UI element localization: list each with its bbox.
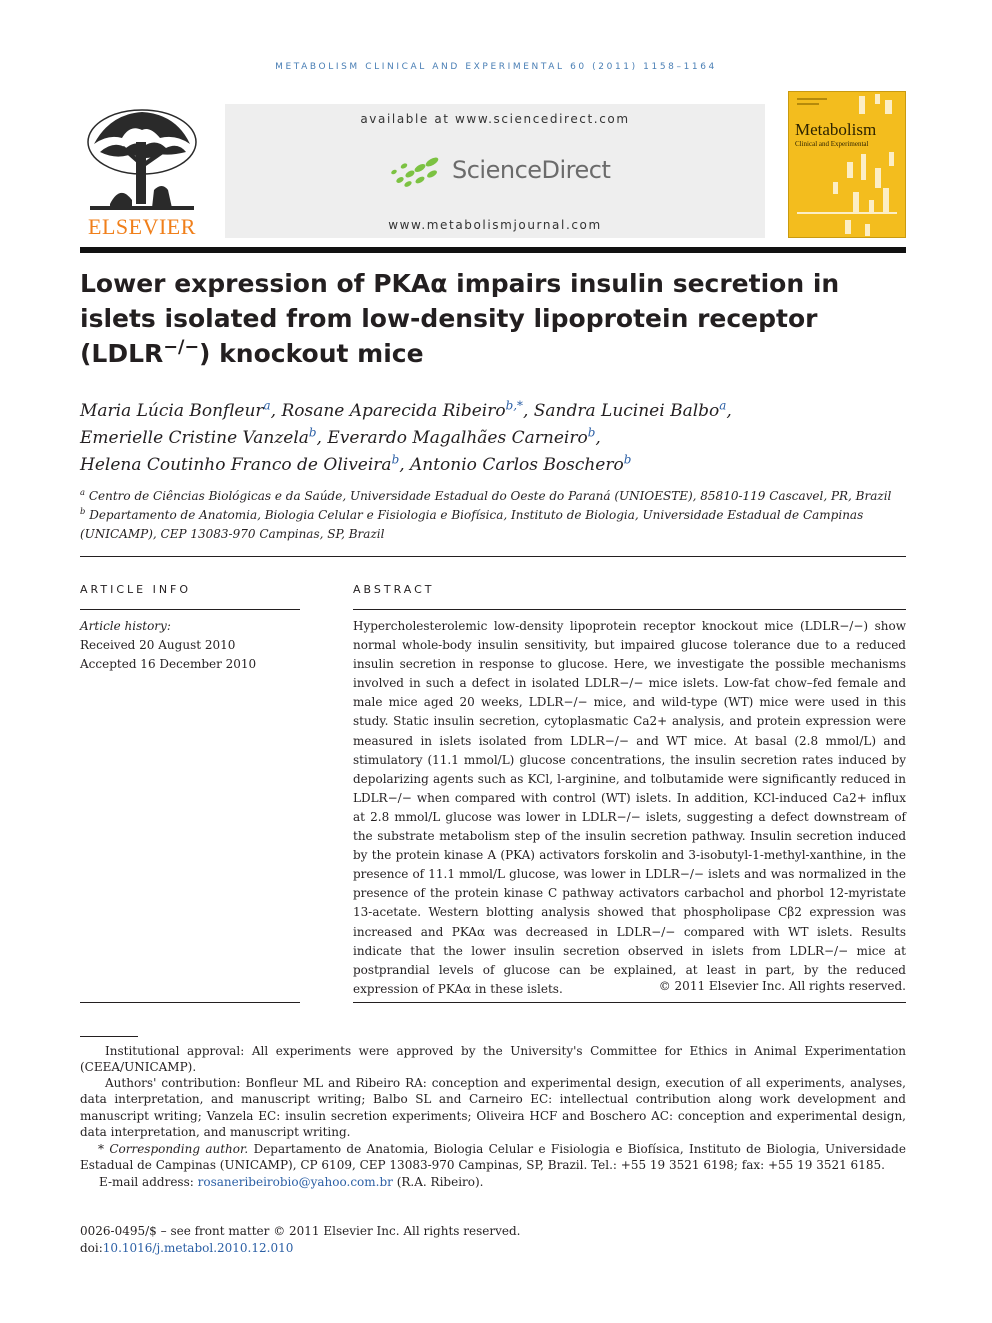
footnote-rule — [80, 1036, 138, 1037]
article-info-rule — [80, 609, 300, 610]
abstract-text: Hypercholesterolemic low-density lipoprotein receptor knockout mice (LDLR−/−) show normal whole-body insulin sensitivity, but impaired glucose tolerance due to a reduced insulin secretion in response to glucose. Here, we investigate the possible mechanisms involved in such a defect in isolated LDLR−/− mice islets. Low-fat chow–fed female and male mice aged 20 weeks, LDLR−/− mice, and wild-type (WT) mice were used in this study. Static insulin secretion, cytoplasmatic Ca2+ analysis, and protein expression were measured in islets isolated from LDLR−/− and WT mice. At basal (2.8 mmol/L) and stimulatory (11.1 mmol/L) glucose concentrations, the insulin secretion rates induced by depolarizing agents such as KCl, l-arginine, and tolbutamide were significantly reduced in LDLR−/− when compared with control (WT) islets. In addition, KCl-induced Ca2+ influx at 2.8 mmol/L glucose was lower in LDLR−/− islets, suggesting a defect downstream of the substrate metabolism step of the insulin secretion pathway. Insulin secretion induced by the protein kinase A (PKA) activators forskolin and 3-isobutyl-1-methyl-xanthine, in the presence of 11.1 mmol/L glucose, was lower in LDLR−/− islets and was normalized in the presence of the protein kinase C pathway activators carbachol and phorbol 12-myristate 13-acetate. Western blotting analysis showed that phospholipase Cβ2 expression was increased and PKAα was decreased in LDLR−/− compared with WT islets. Results indicate that the lower insulin secretion observed in islets from LDLR−/− mice at postprandial levels of glucose can be explained, at least in part, by the reduced expression of PKAα in these islets. — [353, 619, 906, 996]
affiliation-label: b — [80, 506, 86, 516]
abstract-copyright: © 2011 Elsevier Inc. All rights reserved. — [658, 979, 906, 993]
article-info-heading: ARTICLE INFO — [80, 583, 192, 596]
issn-line: 0026-0495/$ – see front matter © 2011 Elsevier Inc. All rights reserved. — [80, 1224, 521, 1238]
received-date: Received 20 August 2010 — [80, 638, 236, 652]
affiliation-text: Centro de Ciências Biológicas e da Saúde, Universidade Estadual do Oeste do Paraná (UNIOESTE), 85810-119 Cascavel, PR, Brazil — [88, 489, 892, 503]
cover-title: Metabolism — [795, 120, 877, 139]
elsevier-tree-icon — [80, 104, 204, 216]
article-title — [80, 266, 906, 371]
affiliation-text: Departamento de Anatomia, Biologia Celular e Fisiologia e Biofísica, Instituto de Biologia, Universidade Estadual de Campinas (UNICAMP), CEP 13083-970 Campinas, SP, Brazil — [80, 508, 864, 541]
abstract-bottom-rule — [353, 1002, 906, 1003]
doi-link[interactable]: 10.1016/j.metabol.2010.12.010 — [102, 1241, 294, 1255]
header-rule — [80, 247, 906, 253]
article-history — [80, 617, 300, 674]
title-text-end: ) knockout mice — [199, 339, 424, 368]
elsevier-logo[interactable] — [80, 104, 204, 240]
affiliation-b — [80, 506, 906, 544]
sciencedirect-logo[interactable] — [390, 150, 610, 190]
footnote-contribution: Authors' contribution: Bonfleur ML and Ribeiro RA: conception and experimental design, execution of all experiments, analyses, data interpretation, and manuscript writing; Balbo SL and Carneiro EC: intellectual contribution along work development and manuscript writing; Vanzela EC: insulin secretion experiments; Oliveira HCF and Boschero AC: conception and experimental design, data interpretation, and manuscript writing. — [80, 1076, 906, 1139]
author[interactable]: Everardo Magalhães Carneiro$^b$, — [327, 425, 601, 448]
affiliation-a — [80, 487, 906, 506]
article-info-bottom-rule — [80, 1002, 300, 1003]
author-list — [80, 398, 906, 479]
available-at-text[interactable]: available at www.sciencedirect.com — [360, 112, 630, 126]
doi-line: doi:10.1016/j.metabol.2010.12.010 — [80, 1241, 294, 1255]
author[interactable]: Antonio Carlos Boschero$^b$ — [410, 452, 632, 475]
history-label: Article history: — [80, 619, 171, 633]
author[interactable]: Maria Lúcia Bonfleur$^a$, — [80, 398, 282, 421]
footnote-approval: Institutional approval: All experiments were approved by the University's Committee for Ethics in Animal Experimentation (CEEA/UNICAMP). — [80, 1044, 906, 1075]
email-link[interactable]: rosaneribeirobio@yahoo.com.br — [197, 1175, 393, 1189]
footnote-corresponding: * Corresponding author. Departamento de Anatomia, Biologia Celular e Fisiologia e Biofísica, Instituto de Biologia, Universidade Estadual de Campinas (UNICAMP), CP 6109, CEP 13083-970 Campinas, SP, Brazil. Tel.: +55 19 3521 6198; fax: +55 19 3521 6185. — [80, 1142, 906, 1173]
abstract-heading: ABSTRACT — [353, 583, 435, 596]
cover-pattern-icon — [789, 92, 906, 238]
affiliation-label: a — [80, 487, 85, 497]
sciencedirect-leaf-icon — [390, 152, 446, 188]
sciencedirect-wordmark: ScienceDirect — [452, 156, 611, 184]
title-superscript: −/− — [163, 337, 200, 358]
accepted-date: Accepted 16 December 2010 — [80, 657, 257, 671]
title-text: Lower expression of PKAα impairs insulin secretion in islets isolated from low-density lipoprotein receptor (LDLR — [80, 269, 840, 368]
journal-cover[interactable] — [788, 91, 906, 238]
author[interactable]: Emerielle Cristine Vanzela$^b$, — [80, 425, 328, 448]
author[interactable]: Helena Coutinho Franco de Oliveira$^b$, — [80, 452, 410, 475]
abstract-rule — [353, 609, 906, 610]
footnote-email: E-mail address: rosaneribeirobio@yahoo.com.br (R.A. Ribeiro). — [99, 1175, 484, 1189]
author[interactable]: Rosane Aparecida Ribeiro$^{b,*}$, — [281, 398, 534, 421]
section-divider — [80, 556, 906, 557]
cover-subtitle: Clinical and Experimental — [795, 140, 869, 148]
journal-url[interactable]: www.metabolismjournal.com — [388, 218, 602, 232]
author[interactable]: Sandra Lucinei Balbo$^a$, — [533, 398, 732, 421]
elsevier-wordmark: ELSEVIER — [88, 214, 196, 239]
running-header: METABOLISM CLINICAL AND EXPERIMENTAL 60 (2011) 1158–1164 — [275, 62, 717, 72]
